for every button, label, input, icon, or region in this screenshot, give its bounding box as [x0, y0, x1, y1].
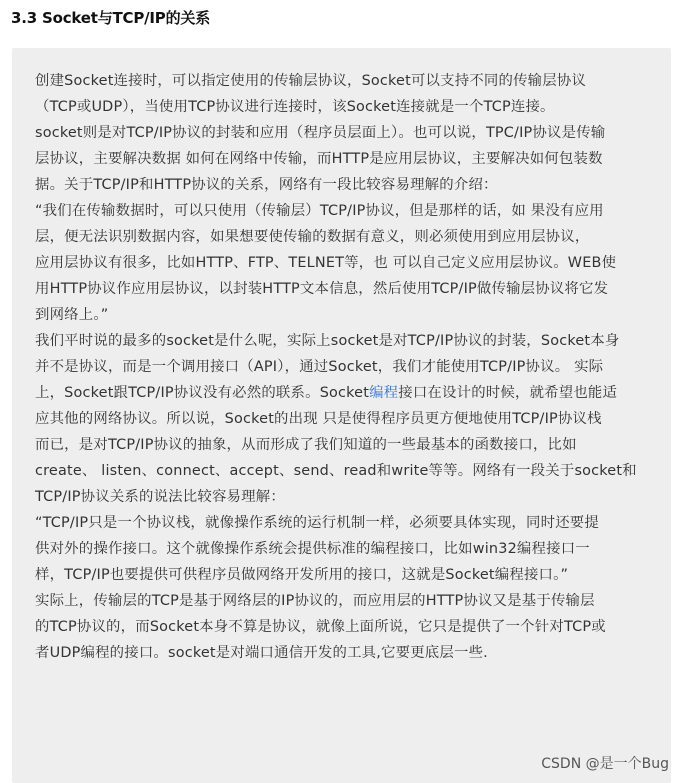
text-line: 层协议，主要解决数据 如何在网络中传输，而HTTP是应用层协议，主要解决如何包装数 — [35, 151, 603, 167]
text-line — [35, 380, 662, 406]
text-line: “我们在传输数据时，可以只使用（传输层）TCP/IP协议，但是那样的话，如 果没有应用 — [35, 203, 604, 219]
text-line: 应用层协议有很多，比如HTTP、FTP、TELNET等，也 可以自己定义应用层协议。WEB使 — [35, 255, 617, 271]
text-line: socket则是对TCP/IP协议的封装和应用（程序员层面上）。也可以说，TPC/IP协议是传输 — [35, 125, 606, 141]
text-line: 用HTTP协议作应用层协议，以封装HTTP文本信息，然后使用TCP/IP做传输层协议将它发 — [35, 281, 609, 297]
text-line: 的TCP协议的，而Socket本身不算是协议，就像上面所说，它只是提供了一个针对TCP或 — [35, 619, 606, 635]
text-line: TCP/IP协议关系的说法比较容易理解： — [35, 489, 285, 505]
text-line: 据。关于TCP/IP和HTTP协议的关系，网络有一段比较容易理解的介绍： — [35, 177, 498, 193]
text-line: 实际上，传输层的TCP是基于网络层的IP协议的，而应用层的HTTP协议又是基于传输层 — [35, 593, 595, 609]
text-line: 而已，是对TCP/IP协议的抽象，从而形成了我们知道的一些最基本的函数接口，比如 — [35, 437, 577, 453]
text-line: create、 listen、connect、accept、send、read和write等等。网络有一段关于socket和 — [35, 463, 637, 479]
text-line: “TCP/IP只是一个协议栈，就像操作系统的运行机制一样，必须要具体实现，同时还要提 — [35, 515, 599, 531]
programming-link[interactable]: 编程 — [369, 385, 399, 401]
text-line: 样，TCP/IP也要提供可供程序员做网络开发所用的接口，这就是Socket编程接口。” — [35, 567, 569, 583]
text-segment: 上，Socket跟TCP/IP协议没有必然的联系。Socket — [35, 385, 370, 401]
text-line: 者UDP编程的接口。socket是对端口通信开发的工具,它要更底层一些. — [35, 645, 488, 661]
text-line: 创建Socket连接时，可以指定使用的传输层协议，Socket可以支持不同的传输层协议 — [35, 73, 587, 89]
csdn-watermark: CSDN @是一个Bug — [541, 756, 669, 772]
text-line: 供对外的操作接口。这个就像操作系统会提供标准的编程接口，比如win32编程接口一 — [35, 541, 590, 557]
quote-content — [35, 68, 662, 666]
quote-block — [12, 48, 671, 783]
text-line: （TCP或UDP），当使用TCP协议进行连接时，该Socket连接就是一个TCP连接。 — [35, 99, 555, 115]
text-line: 应其他的网络协议。所以说，Socket的出现 只是使得程序员更方便地使用TCP/IP协议栈 — [35, 411, 602, 427]
text-line: 到网络上。” — [35, 307, 109, 323]
text-line: 层，便无法识别数据内容，如果想要使传输的数据有意义，则必须使用到应用层协议， — [35, 229, 590, 245]
text-segment: 接口在设计的时候，就希望也能适 — [398, 385, 618, 401]
section-heading: 3.3 Socket与TCP/IP的关系 — [11, 9, 210, 27]
text-line: 我们平时说的最多的socket是什么呢，实际上socket是对TCP/IP协议的封装，Socket本身 — [35, 333, 620, 349]
text-line: 并不是协议，而是一个调用接口（API），通过Socket，我们才能使用TCP/IP协议。 实际 — [35, 359, 604, 375]
